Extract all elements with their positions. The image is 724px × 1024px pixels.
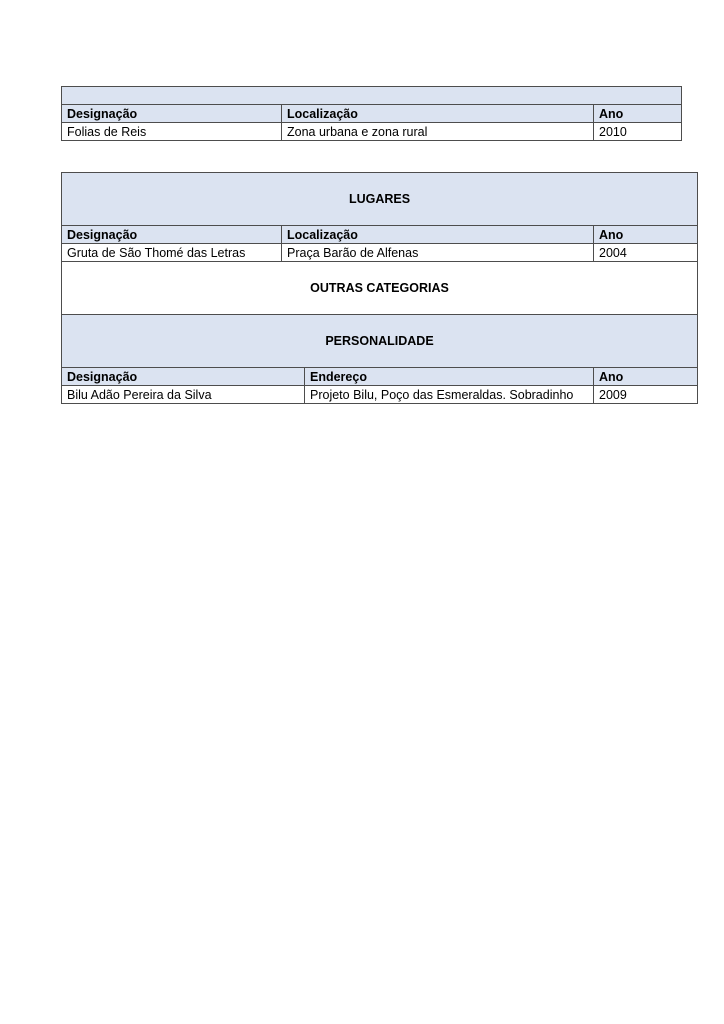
cell-localizacao: Zona urbana e zona rural — [282, 123, 594, 141]
header-designacao: Designação — [62, 226, 282, 244]
table-header-row — [62, 368, 698, 386]
table-header-row — [62, 226, 698, 244]
table-folias — [61, 86, 682, 141]
header-ano: Ano — [594, 226, 698, 244]
header-localizacao: Localização — [282, 105, 594, 123]
header-designacao: Designação — [62, 368, 305, 386]
table-row — [62, 244, 698, 262]
header-ano: Ano — [594, 368, 698, 386]
cell-designacao: Gruta de São Thomé das Letras — [62, 244, 282, 262]
table-lugares — [61, 172, 698, 404]
cell-endereco: Projeto Bilu, Poço das Esmeraldas. Sobradinho — [305, 386, 594, 404]
table-row — [62, 123, 682, 141]
section-outras-categorias: OUTRAS CATEGORIAS — [62, 262, 698, 315]
table-row — [62, 386, 698, 404]
cell-localizacao: Praça Barão de Alfenas — [282, 244, 594, 262]
header-localizacao: Localização — [282, 226, 594, 244]
cell-ano: 2009 — [594, 386, 698, 404]
cell-designacao: Bilu Adão Pereira da Silva — [62, 386, 305, 404]
table-band-row — [62, 87, 682, 105]
cell-designacao: Folias de Reis — [62, 123, 282, 141]
header-endereco: Endereço — [305, 368, 594, 386]
cell-ano: 2004 — [594, 244, 698, 262]
band-cell — [62, 87, 682, 105]
header-designacao: Designação — [62, 105, 282, 123]
table-header-row — [62, 105, 682, 123]
section-personalidade: PERSONALIDADE — [62, 315, 698, 368]
section-lugares: LUGARES — [62, 173, 698, 226]
cell-ano: 2010 — [594, 123, 682, 141]
header-ano: Ano — [594, 105, 682, 123]
